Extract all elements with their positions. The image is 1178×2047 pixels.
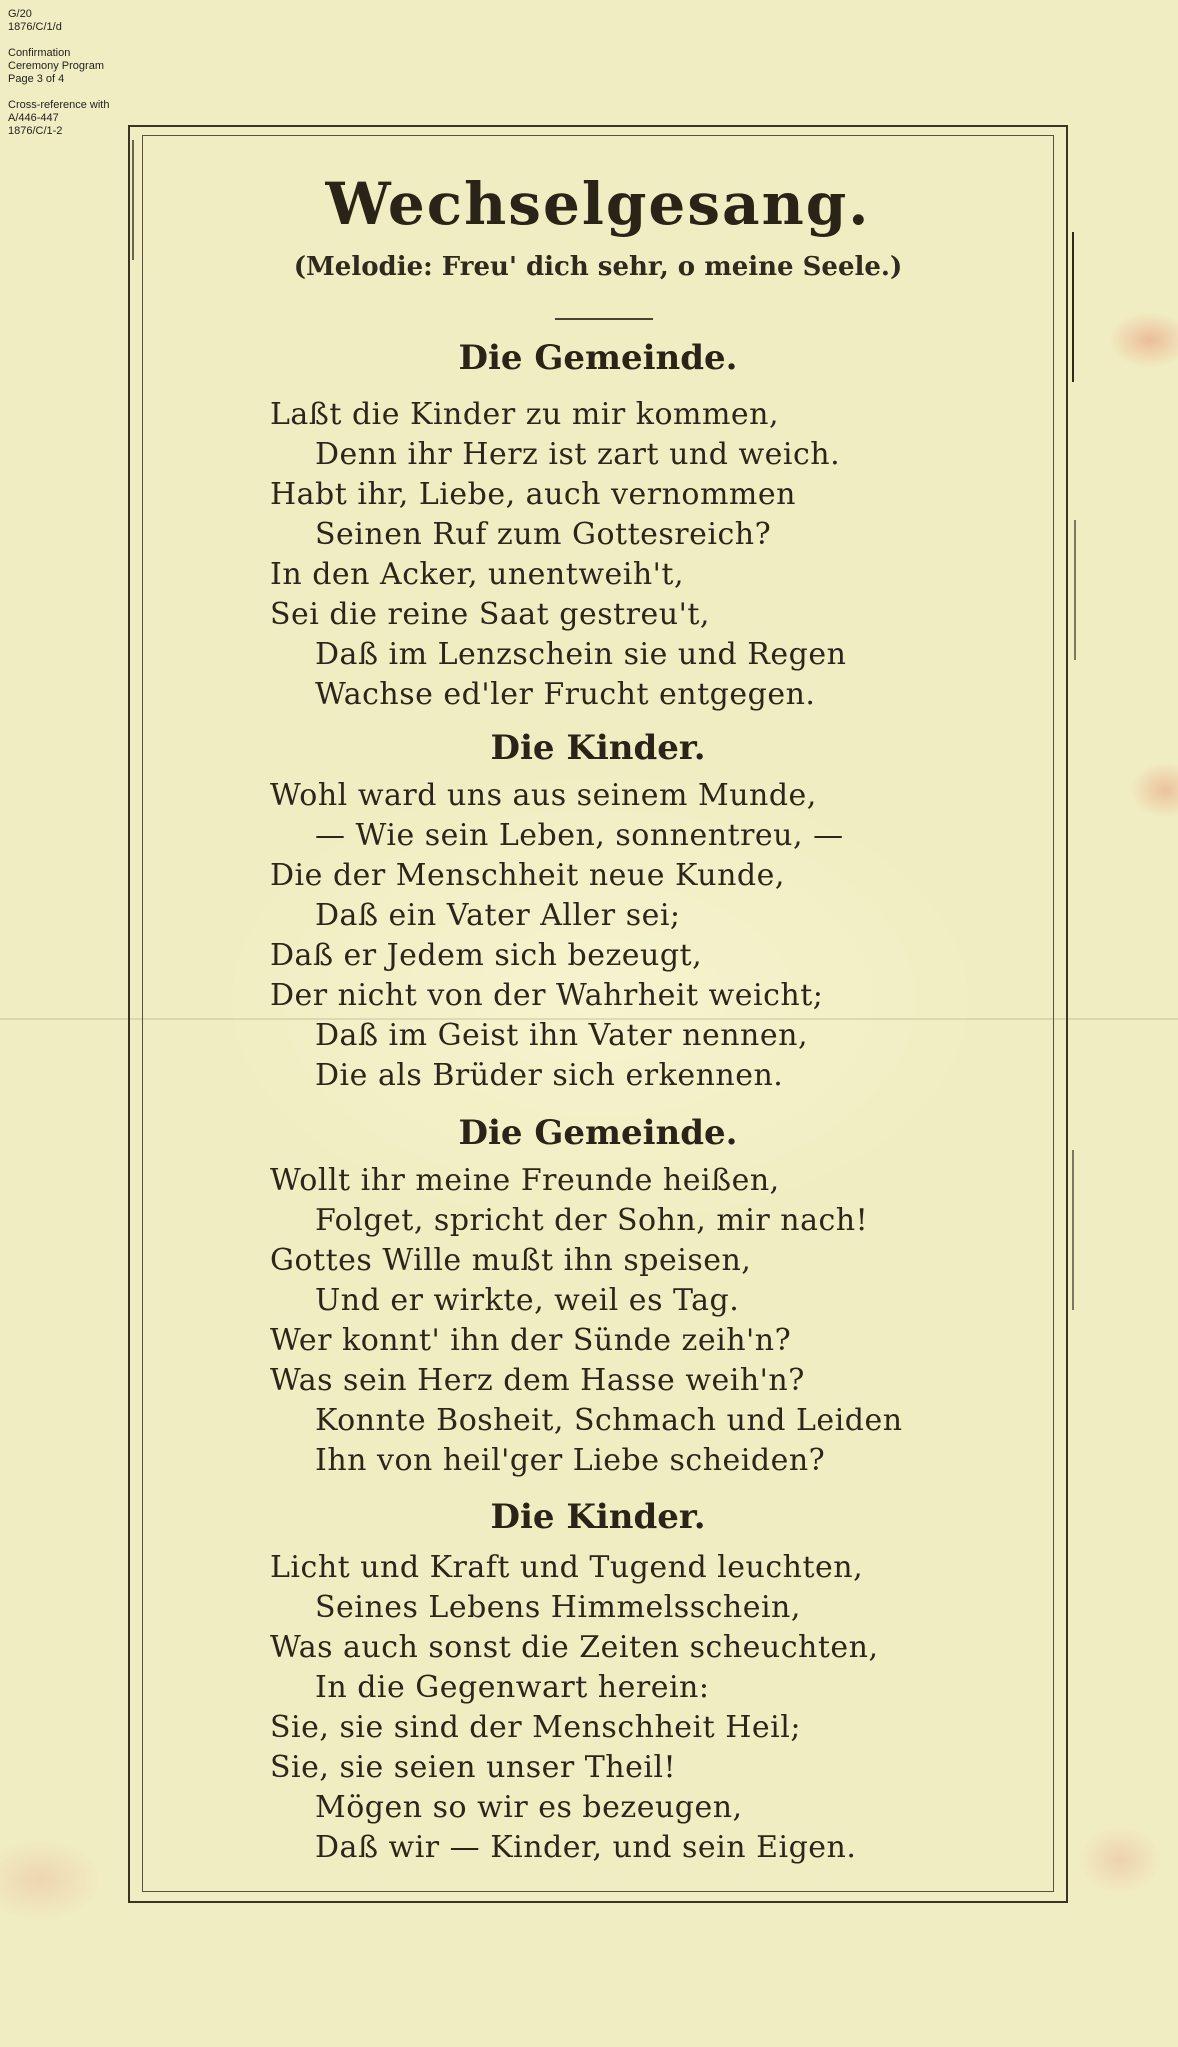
verse-line: Daß er Jedem sich bezeugt, [270, 938, 703, 973]
verse-line: Laßt die Kinder zu mir kommen, [270, 397, 780, 432]
archive-code: 1876/C/1/d [8, 21, 62, 33]
edge-mark-right-1 [1072, 232, 1074, 382]
verse-line: In die Gegenwart herein: [315, 1670, 710, 1705]
verse-line: Licht und Kraft und Tugend leuchten, [270, 1550, 864, 1585]
verse-line: Was auch sonst die Zeiten scheuchten, [270, 1630, 879, 1665]
edge-mark-right-2 [1074, 520, 1076, 660]
melody-subtitle: (Melodie: Freu' dich sehr, o meine Seele.) [293, 252, 903, 282]
verse-line: Sie, sie seien unser Theil! [270, 1750, 677, 1785]
section-heading-3: Die Gemeinde. [458, 1113, 738, 1153]
archive-ref: G/20 [8, 8, 32, 20]
verse-line: — Wie sein Leben, sonnentreu, — [315, 818, 844, 853]
page-title: Wechselgesang. [325, 170, 871, 238]
verse-line: Der nicht von der Wahrheit weicht; [270, 978, 824, 1013]
verse-line: Daß ein Vater Aller sei; [315, 898, 681, 933]
verse-line: Daß im Lenzschein sie und Regen [315, 637, 847, 672]
edge-mark-left-1 [132, 140, 134, 260]
verse-line: Ihn von heil'ger Liebe scheiden? [315, 1443, 826, 1478]
archive-label [8, 8, 148, 138]
verse-line: Die als Brüder sich erkennen. [315, 1058, 784, 1093]
archive-desc-3: Page 3 of 4 [8, 73, 65, 85]
section-heading-2: Die Kinder. [490, 728, 706, 768]
edge-mark-right-3 [1072, 1150, 1074, 1310]
archive-xref-2: A/446-447 [8, 112, 59, 124]
title-divider [555, 318, 653, 320]
verse-line: Daß wir — Kinder, und sein Eigen. [315, 1830, 857, 1865]
verse-line: Mögen so wir es bezeugen, [315, 1790, 743, 1825]
section-heading-4: Die Kinder. [490, 1497, 706, 1537]
verse-line: Sei die reine Saat gestreu't, [270, 597, 710, 632]
verse-line: Folget, spricht der Sohn, mir nach! [315, 1203, 869, 1238]
verse-line: Wollt ihr meine Freunde heißen, [270, 1163, 780, 1198]
verse-line: Sie, sie sind der Menschheit Heil; [270, 1710, 801, 1745]
archive-desc-2: Ceremony Program [8, 60, 104, 72]
verse-line: Seinen Ruf zum Gottesreich? [315, 517, 772, 552]
verse-line: Die der Menschheit neue Kunde, [270, 858, 785, 893]
verse-line: Gottes Wille mußt ihn speisen, [270, 1243, 752, 1278]
verse-line: Wer konnt' ihn der Sünde zeih'n? [270, 1323, 792, 1358]
verse-line: Daß im Geist ihn Vater nennen, [315, 1018, 808, 1053]
verse-line: Was sein Herz dem Hasse weih'n? [270, 1363, 805, 1398]
archive-desc-1: Confirmation [8, 47, 71, 59]
verse-line: Habt ihr, Liebe, auch vernommen [270, 477, 796, 512]
verse-line: Wachse ed'ler Frucht entgegen. [315, 677, 816, 712]
archive-xref-3: 1876/C/1-2 [8, 125, 63, 137]
verse-line: Konnte Bosheit, Schmach und Leiden [315, 1403, 903, 1438]
section-heading-1: Die Gemeinde. [458, 338, 738, 378]
verse-line: Denn ihr Herz ist zart und weich. [315, 437, 841, 472]
verse-line: Und er wirkte, weil es Tag. [315, 1283, 740, 1318]
verse-line: Seines Lebens Himmelsschein, [315, 1590, 801, 1625]
archive-xref-1: Cross-reference with [8, 99, 110, 111]
verse-line: Wohl ward uns aus seinem Munde, [270, 778, 817, 813]
verse-line: In den Acker, unentweih't, [270, 557, 685, 592]
